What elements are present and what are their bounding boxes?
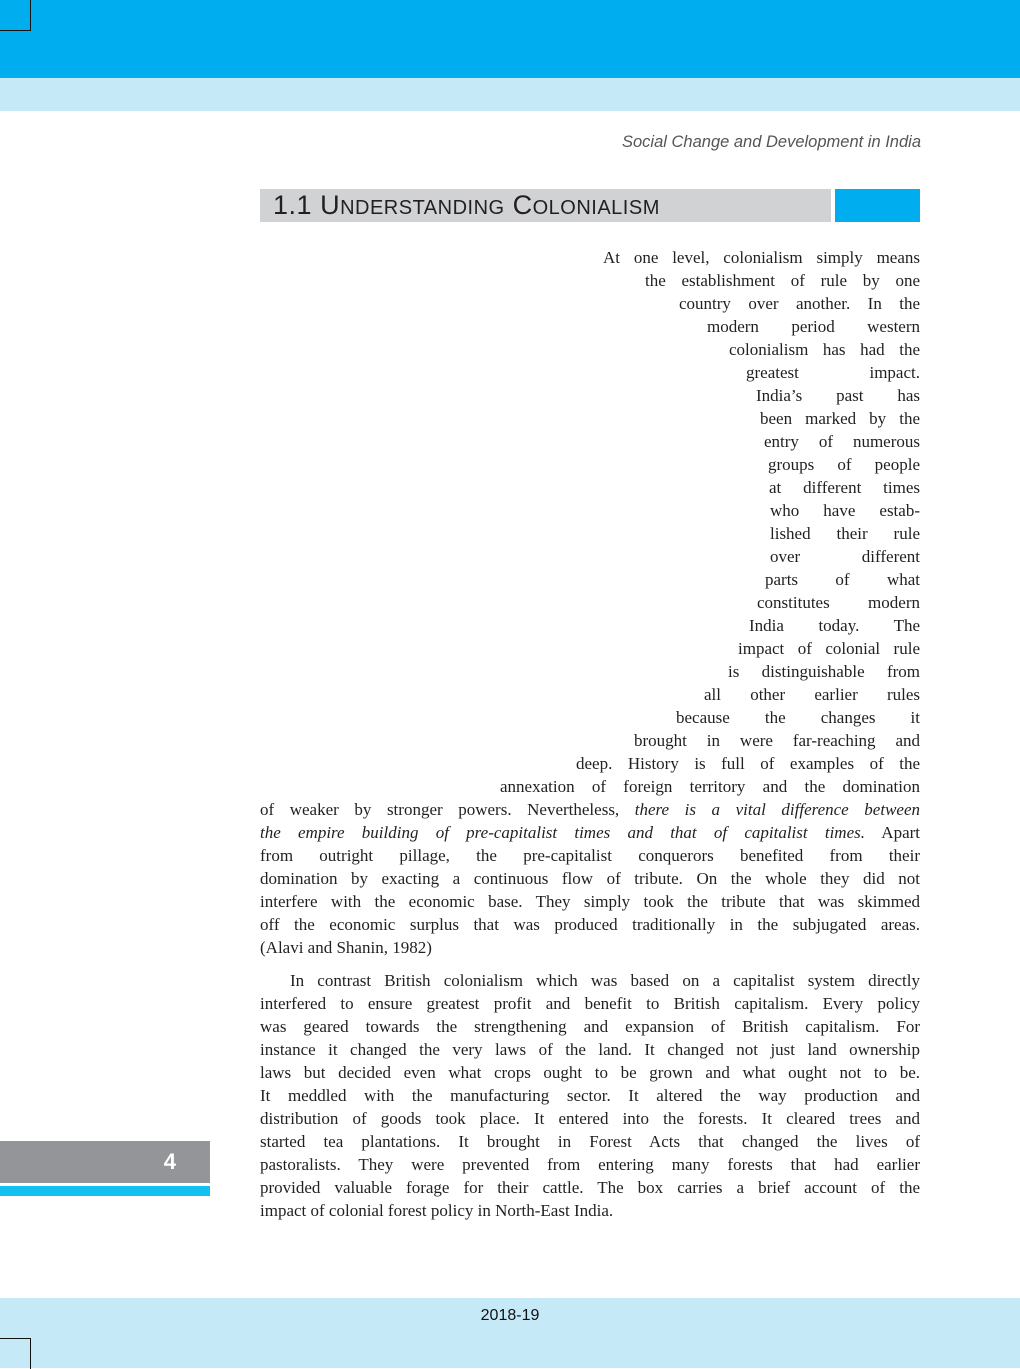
text-line: the establishment of rule by one <box>645 271 920 290</box>
text-line: provided valuable forage for their cattle. The box carries a brief account of the <box>260 1178 920 1197</box>
text-line: greatest impact. <box>746 363 920 382</box>
text-line: off the economic surplus that was produced traditionally in the subjugated areas. <box>260 915 920 934</box>
text-line: is distinguishable from <box>728 662 920 681</box>
emphasis-text: the empire building of pre-capitalist times and that of capitalist times. <box>260 823 865 842</box>
running-head: Social Change and Development in India <box>621 133 921 151</box>
footer-year: 2018-19 <box>480 1307 540 1324</box>
section-title: UNDERSTANDING COLONIALISM <box>320 190 660 220</box>
text-line: impact of colonial forest policy in North-East India. <box>260 1201 614 1220</box>
text-line: who have estab- <box>770 501 920 520</box>
text-line <box>260 798 920 821</box>
text-line: annexation of foreign territory and the domination <box>500 777 920 796</box>
text-line <box>260 821 920 844</box>
text-line: distribution of goods took place. It entered into the forests. It cleared trees and <box>260 1109 920 1128</box>
text-line: been marked by the <box>760 409 920 428</box>
text-line: interfere with the economic base. They simply took the tribute that was skimmed <box>260 892 920 911</box>
text-line: at different times <box>769 478 920 497</box>
text-line: interfered to ensure greatest profit and benefit to British capitalism. Every policy <box>260 994 920 1013</box>
emphasis-text: there is a vital difference between <box>634 800 921 819</box>
text-line: lished their rule <box>770 524 920 543</box>
text-line: entry of numerous <box>764 432 920 451</box>
text-line: deep. History is full of examples of the <box>576 754 920 773</box>
text-line: over different <box>770 547 920 566</box>
text-line: impact of colonial rule <box>738 639 920 658</box>
text-line: At one level, colonialism simply means <box>603 248 920 267</box>
text-line: parts of what <box>765 570 920 589</box>
text-line: domination by exacting a continuous flow of tribute. On the whole they did not <box>260 869 920 888</box>
text-segment: Apart <box>865 823 921 842</box>
text-line: It meddled with the manufacturing sector. It altered the way production and <box>260 1086 920 1105</box>
text-line: In contrast British colonialism which was based on a capitalist system directly <box>290 971 920 990</box>
text-line: was geared towards the strengthening and expansion of British capitalism. For <box>260 1017 920 1036</box>
text-segment: of weaker by stronger powers. Nevertheless, <box>260 800 635 819</box>
text-line: started tea plantations. It brought in Forest Acts that changed the lives of <box>260 1132 920 1151</box>
text-line: constitutes modern <box>757 593 920 612</box>
text-line: groups of people <box>768 455 920 474</box>
crop-mark-bottom <box>0 1338 31 1369</box>
text-line: colonialism has had the <box>729 340 920 359</box>
section-number: 1.1 <box>273 190 313 220</box>
text-line: instance it changed the very laws of the land. It changed not just land ownership <box>260 1040 920 1059</box>
text-line: (Alavi and Shanin, 1982) <box>260 938 432 957</box>
text-line: India today. The <box>749 616 920 635</box>
text-line: because the changes it <box>676 708 920 727</box>
text-line: pastoralists. They were prevented from entering many forests that had earlier <box>260 1155 920 1174</box>
text-line: modern period western <box>707 317 920 336</box>
text-line: India’s past has <box>756 386 920 405</box>
text-line: from outright pillage, the pre-capitalist conquerors benefited from their <box>260 846 920 865</box>
text-line: all other earlier rules <box>704 685 920 704</box>
text-line: country over another. In the <box>679 294 920 313</box>
text-line: laws but decided even what crops ought to be grown and what ought not to be. <box>260 1063 920 1082</box>
page-number: 4 <box>163 1149 176 1174</box>
text-line: brought in were far-reaching and <box>634 731 920 750</box>
